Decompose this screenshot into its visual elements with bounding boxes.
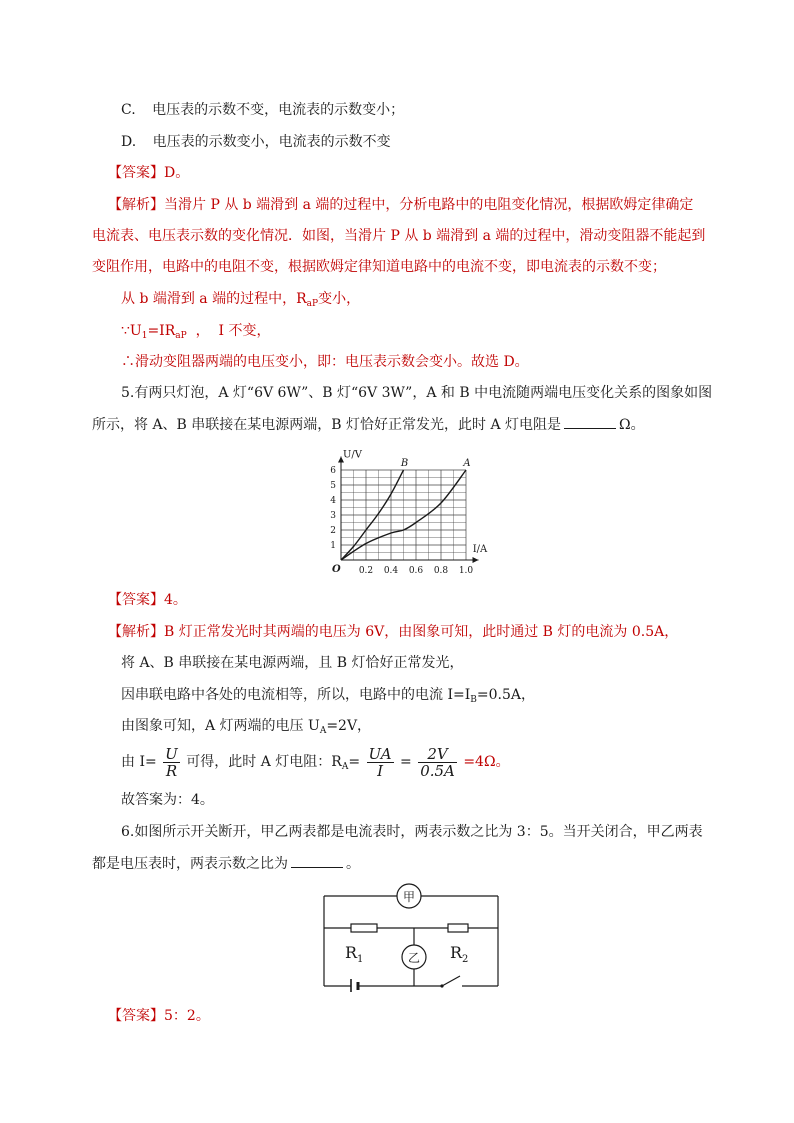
series-label-a: A [463,458,471,469]
q5-analysis-line4: 由图象可知，A 灯两端的电压 $U_A=2V$， [121,718,372,736]
chart-labels [330,450,488,577]
answer-blank [291,853,343,868]
analysis-tag: 【解析】 [108,624,164,640]
q4-answer: 【答案】D。 [108,165,190,181]
resistor-r1 [351,924,377,932]
x-axis-arrow [473,557,479,563]
x-tick-label: 0.2 [358,566,374,576]
x-tick-label: 1.0 [458,566,474,576]
q5-analysis-line3: 因串联电路中各处的电流相等，所以，电路中的电流 $I=I_B=0.5A$， [121,687,535,705]
meter-jia-label: 甲 [402,890,416,904]
iu-chart [322,436,500,578]
switch-pivot [440,984,443,987]
option-c: C. 电压表的示数不变，电流表的示数变小； [121,102,405,118]
q5-line2: 所示，将 A、B 串联接在某电源两端，B 灯恰好正常发光，此时 A 灯电阻是 Ω。 [92,414,645,435]
resistor-r2 [448,924,468,932]
answer-blank [564,414,616,429]
option-d: D. 电压表的示数变小，电流表的示数不变 [121,134,391,150]
q4-analysis-line6: ∴滑动变阻器两端的电压变小，即：电压表示数会变小。故选 D。 [121,354,529,370]
q5-answer: 【答案】4。 [108,592,187,608]
y-axis-label: U/V [343,449,363,461]
x-tick-label: 0.6 [408,566,424,576]
y-tick-label: 3 [330,511,336,521]
q6-line2: 都是电压表时，两表示数之比为 。 [92,853,360,874]
q5-line1: 5.有两只灯泡，A 灯“6V 6W”、B 灯“6V 3W”，A 和 B 中电流随两端电压变化关系的图象如图 [121,385,713,401]
r2-label: $R_2$ [450,943,469,965]
q5-analysis-line1: 【解析】B 灯正常发光时其两端的电压为 6V，由图象可知，此时通过 B 灯的电流为 0.5A， [108,624,679,640]
x-axis-label: I/A [472,544,488,555]
q6-answer: 【答案】5：2。 [108,1008,210,1024]
answer-tag: 【答案】 [108,165,164,181]
q4-analysis-line2: 电流表、电压表示数的变化情况．如图，当滑片 P 从 b 端滑到 a 端的过程中，滑动变阻器不能起到 [92,228,706,244]
q4-analysis-line5: $\because U_1=IR_{aP}$ ， I 不变， [121,323,271,341]
answer-tag: 【答案】 [108,592,164,608]
x-tick-label: 0.8 [433,566,449,576]
r1-label: $R_1$ [345,943,364,965]
x-tick-label: 0.4 [383,566,399,576]
answer-tag: 【答案】 [108,1008,164,1024]
q6-line1: 6.如图所示开关断开，甲乙两表都是电流表时，两表示数之比为 3：5。当开关闭合，甲乙两表 [121,824,703,840]
meter-yi-label: 乙 [407,951,421,965]
y-tick-label: 2 [330,526,336,536]
q5-analysis-line5: 由 I= $\frac{U}{R}$ 可得，此时 A 灯电阻：$R_A=$ $\frac{UA}{I}$ = $\frac{2V}{0.5A}$ =4Ω。 [121,744,510,780]
analysis-tag: 【解析】 [108,197,164,213]
fraction-u-over-r: $\frac{U}{R}$ [165,744,178,780]
q4-analysis-line3: 变阻作用，电路中的电阻不变，根据欧姆定律知道电路中的电流不变，即电流表的示数不变； [92,259,666,275]
fraction-2v-over-05a: $\frac{2V}{0.5A}$ [420,744,455,780]
fraction-ua-over-i: $\frac{UA}{I}$ [368,744,392,780]
circuit-diagram [318,878,504,992]
series-label-b: B [400,458,409,469]
switch-blade [442,976,460,986]
q4-analysis-line4: 从 b 端滑到 a 端的过程中，$R_{aP}$变小， [121,291,361,309]
q5-analysis-line2: 将 A、B 串联接在某电源两端，且 B 灯恰好正常发光， [121,655,464,671]
q4-analysis-line1: 【解析】当滑片 P 从 b 端滑到 a 端的过程中，分析电路中的电阻变化情况，根据欧姆定律确定 [108,197,694,213]
y-tick-label: 1 [330,541,336,551]
y-tick-label: 5 [330,481,336,491]
q5-analysis-line6: 故答案为：4。 [121,792,214,808]
y-tick-label: 6 [330,466,336,476]
origin-label: O [332,564,341,575]
y-tick-label: 4 [330,496,336,506]
